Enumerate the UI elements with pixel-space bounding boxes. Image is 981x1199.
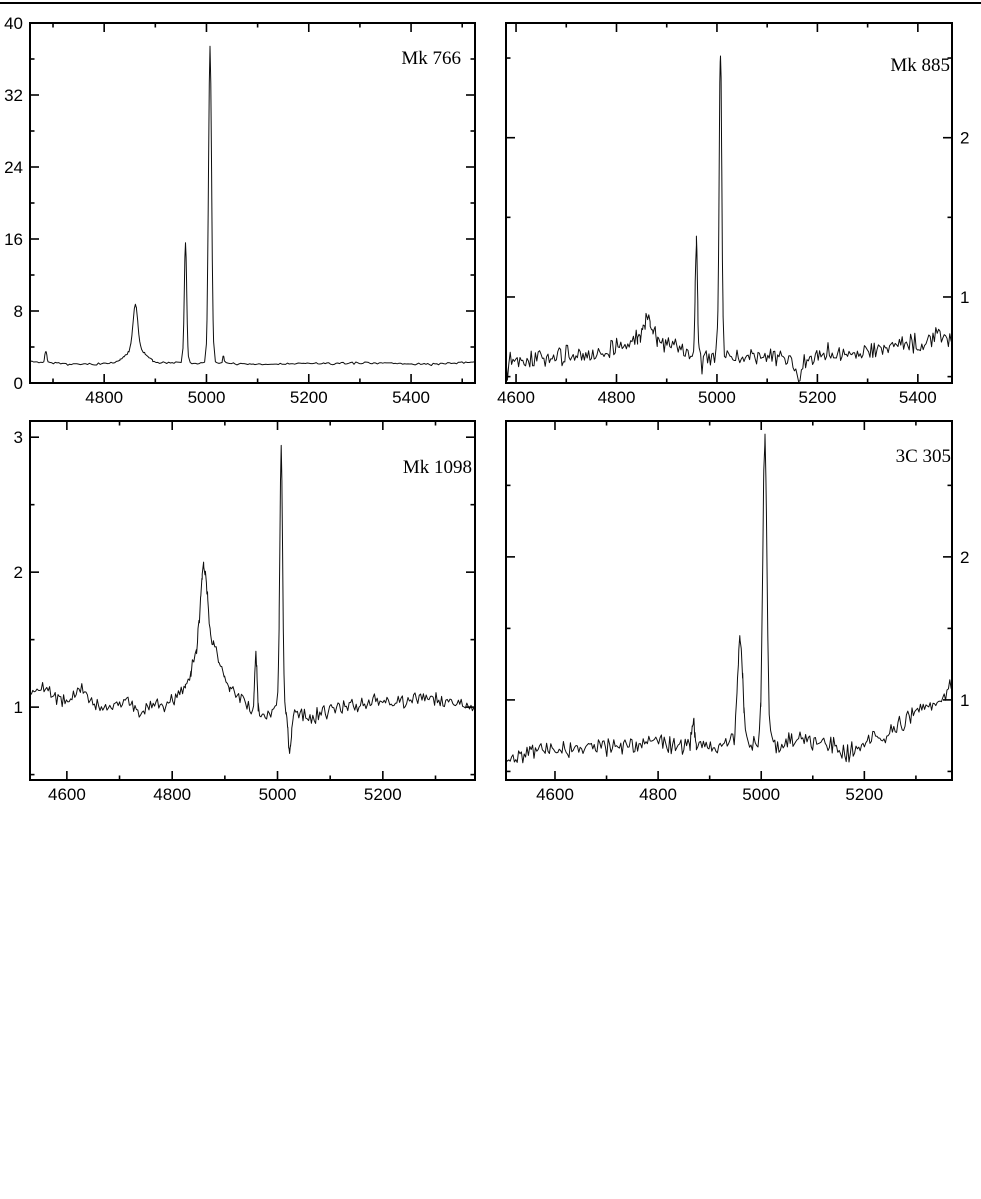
- y-tick-label: 3: [13, 428, 23, 448]
- panel-label: Mk 885: [890, 55, 950, 76]
- y-tick-label: 0: [13, 374, 23, 393]
- x-tick-label: 5000: [697, 388, 736, 407]
- panel-mk-1098: [14, 421, 475, 804]
- panel-label: Mk 766: [401, 48, 461, 69]
- x-tick-label: 5400: [898, 388, 937, 407]
- spectrum-line: [30, 445, 474, 753]
- axis-ticks: [30, 23, 475, 383]
- y-tick-label: 2: [960, 128, 970, 148]
- x-tick-label: 4800: [85, 388, 124, 407]
- panel-mk-885: [497, 23, 969, 407]
- x-tick-label: 4600: [47, 785, 86, 804]
- panel-label: 3C 305: [895, 446, 951, 467]
- y-tick-label: 2: [13, 563, 23, 583]
- x-tick-label: 4600: [497, 388, 535, 407]
- y-tick-label: 1: [960, 288, 970, 307]
- y-tick-label: 16: [4, 230, 23, 249]
- x-tick-label: 4800: [153, 785, 192, 804]
- spectrum-line: [506, 434, 951, 763]
- plot-frame: [506, 23, 952, 383]
- axis-ticks: [506, 421, 952, 780]
- spectrum-line: [506, 56, 951, 382]
- x-tick-label: 5400: [392, 388, 431, 407]
- y-tick-label: 8: [13, 302, 23, 321]
- x-tick-label: 5000: [742, 785, 781, 804]
- x-tick-label: 5000: [187, 388, 226, 407]
- axis-ticks: [506, 23, 952, 383]
- y-tick-label: 1: [13, 698, 23, 718]
- spectrum-line: [30, 46, 475, 365]
- panel-mk-766: [4, 14, 475, 407]
- y-tick-label: 24: [4, 158, 23, 177]
- y-tick-label: 2: [960, 547, 970, 567]
- x-tick-label: 5200: [845, 785, 884, 804]
- y-tick-label: 40: [4, 14, 23, 33]
- plot-frame: [506, 421, 952, 780]
- x-tick-label: 5200: [289, 388, 328, 407]
- x-tick-label: 5200: [363, 785, 402, 804]
- y-tick-label: 1: [960, 690, 970, 710]
- x-tick-label: 5200: [798, 388, 837, 407]
- x-tick-label: 4600: [536, 785, 574, 804]
- y-tick-label: 32: [4, 86, 23, 105]
- x-tick-label: 5000: [258, 785, 297, 804]
- x-tick-label: 4800: [597, 388, 636, 407]
- panel-3c-305: [506, 421, 969, 804]
- plot-frame: [30, 23, 475, 383]
- x-tick-label: 4800: [639, 785, 678, 804]
- panel-label: Mk 1098: [402, 457, 472, 478]
